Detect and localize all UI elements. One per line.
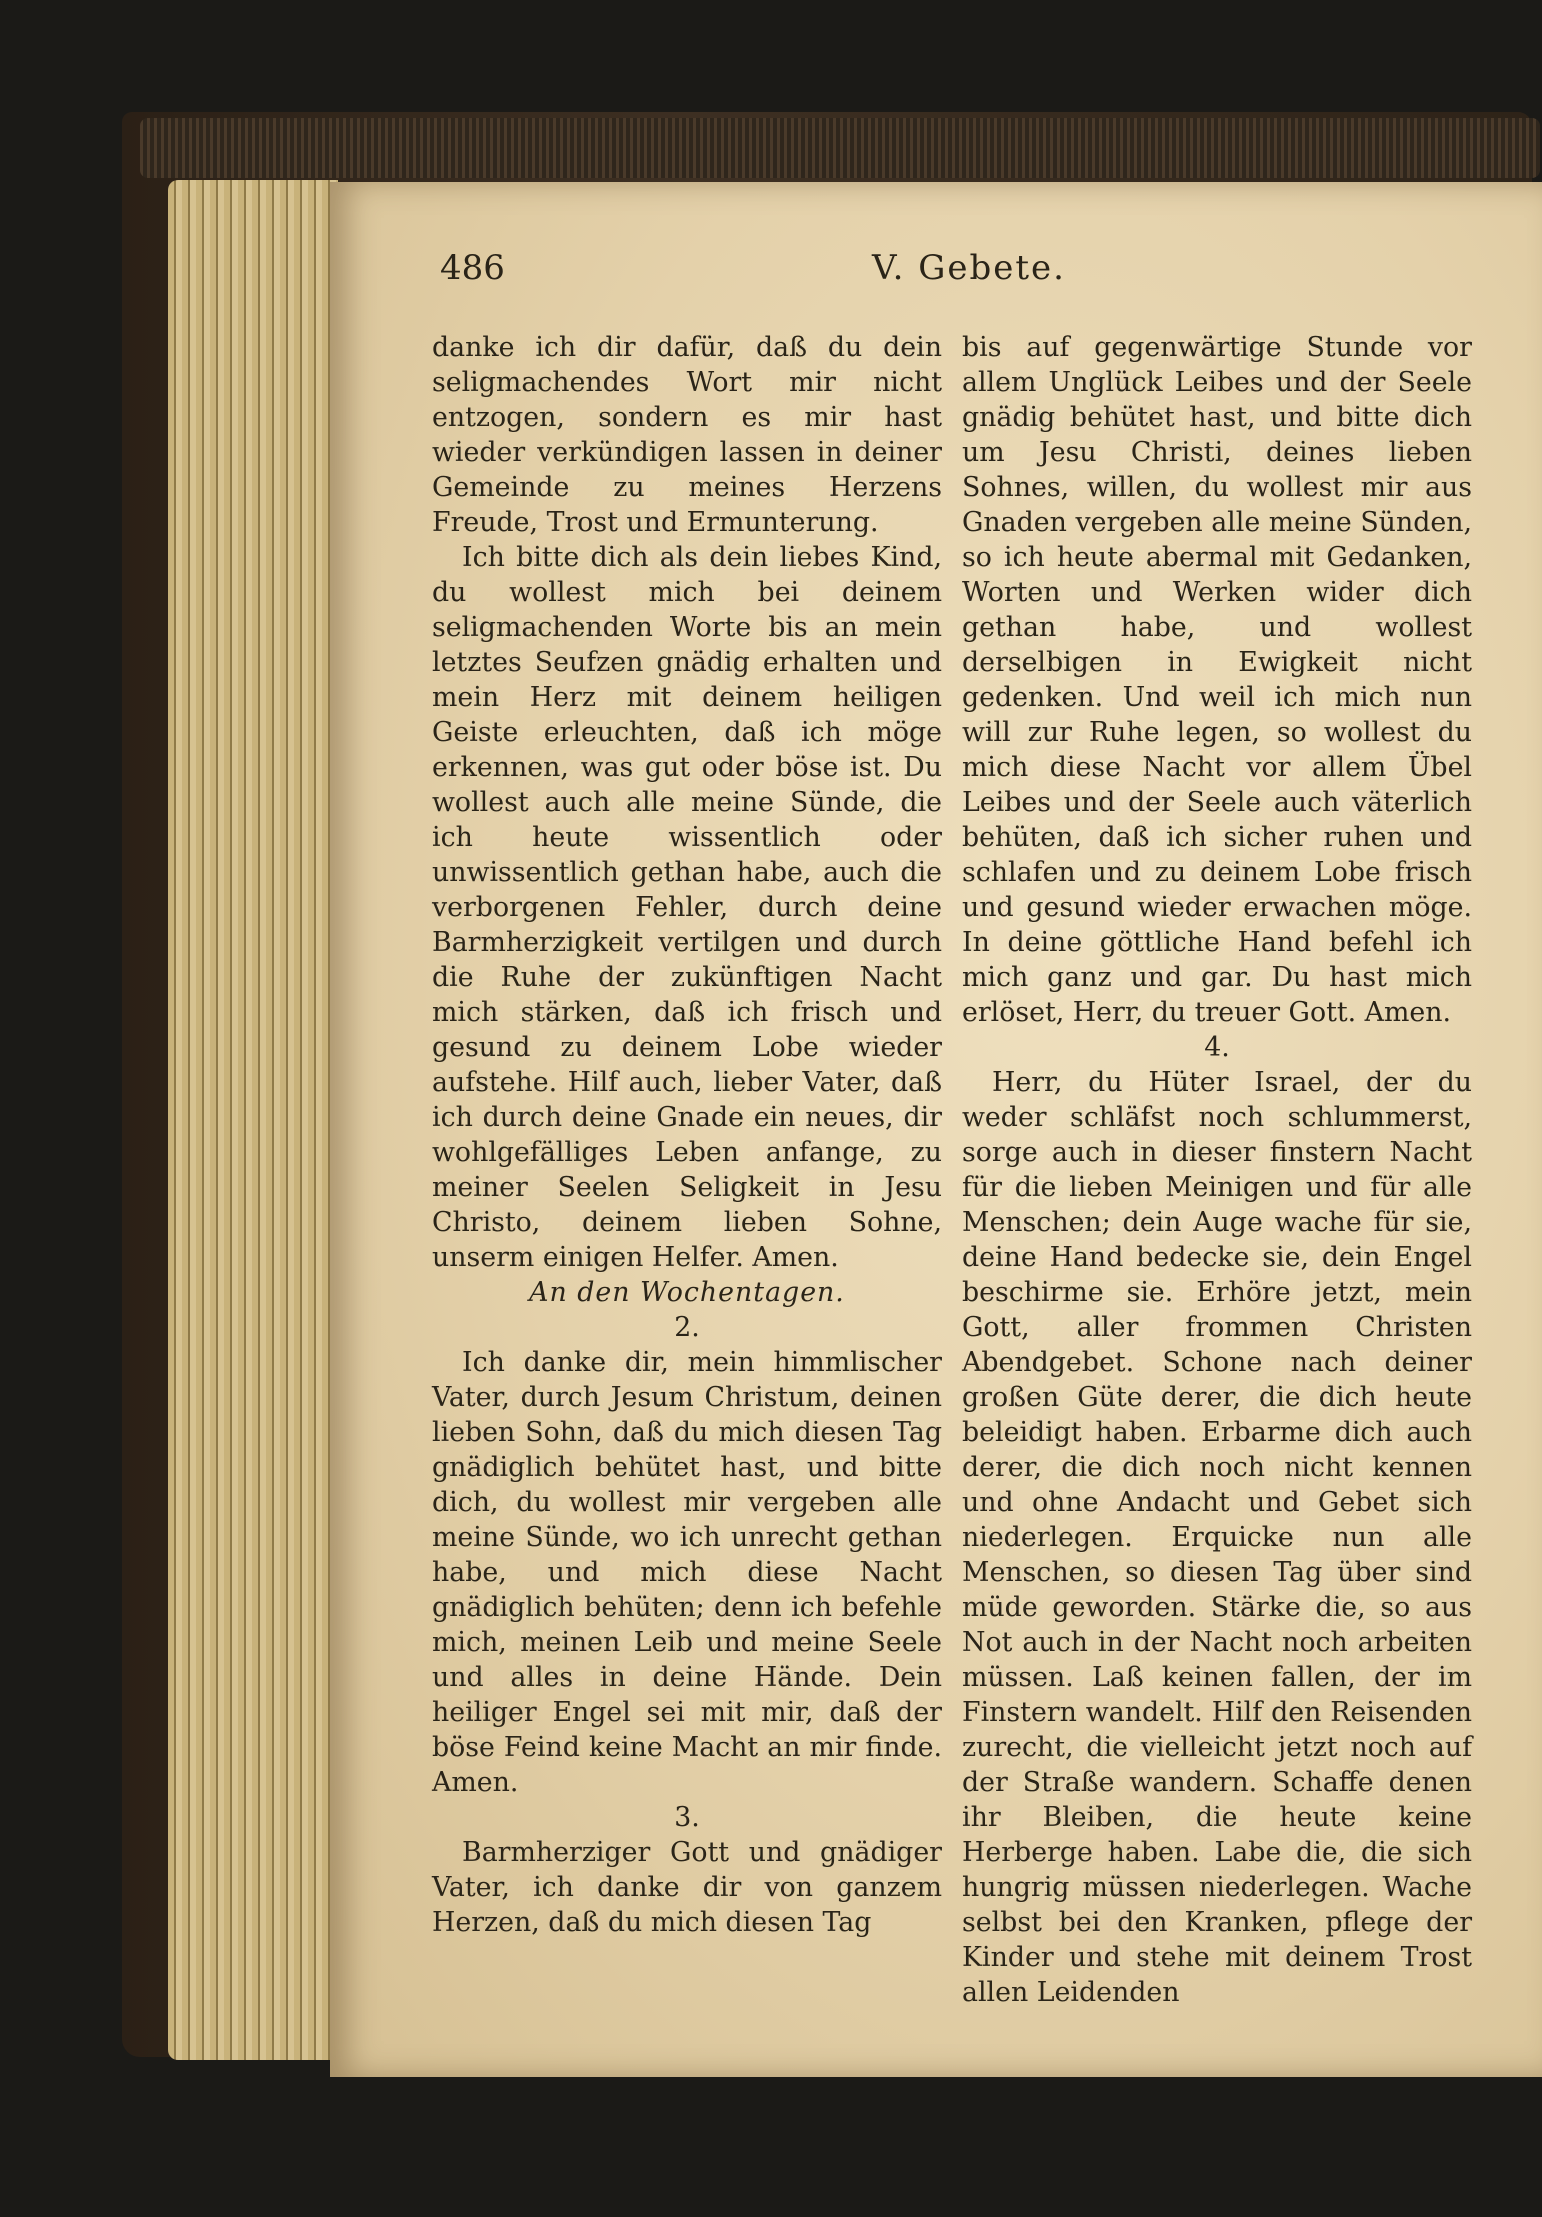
page-edges — [168, 180, 338, 2060]
book-spine-top — [140, 118, 1540, 178]
prayer-text: Herr, du Hüter Israel, der du weder schläfst noch schlummerst, sorge auch in dieser finstern Nacht für die lieben Meinigen und für alle Menschen; dein Auge wache für sie, deine Hand bedecke sie, dein Engel beschirme sie. Erhöre jetzt, mein Gott, aller frommen Christen Abendgebet. Schone nach deiner großen Güte derer, die dich heute beleidigt haben. Erbarme dich auch derer, die dich noch nicht kennen und ohne Andacht und Gebet sich niederlegen. Erquicke nun alle Menschen, so diesen Tag über sind müde geworden. Stärke die, so aus Not auch in der Nacht noch arbeiten müssen. Laß keinen fallen, der im Finstern wandelt. Hilf den Reisenden zurecht, die vielleicht jetzt noch auf der Straße wandern. Schaffe denen ihr Bleiben, die heute keine Herberge haben. Labe die, die sich hungrig müssen niederlegen. Wache selbst bei den Kranken, pflege der Kinder und stehe mit deinem Trost allen Leidenden — [962, 1067, 1472, 2008]
prayer-number: 4. — [1204, 1032, 1230, 1063]
left-column — [432, 330, 942, 1940]
paragraph: bis auf gegenwärtige Stunde vor allem Unglück Leibes und der Seele gnädig behütet hast, und bitte dich um Jesu Christi, deines lieben Sohnes, willen, du wollest mir aus Gnaden vergeben alle meine Sünden, so ich heute abermal mit Gedanken, Worten und Werken wider dich gethan habe, und wollest derselbigen in Ewigkeit nicht gedenken. Und weil ich mich nun will zur Ruhe legen, so wollest du mich diese Nacht vor allem Übel Leibes und der Seele auch väterlich behüten, daß ich sicher ruhen und schlafen und zu deinem Lobe frisch und gesund wieder erwachen möge. In deine göttliche Hand befehl ich mich ganz und gar. Du hast mich erlöset, Herr, du treuer Gott. Amen. — [962, 332, 1472, 1028]
prayer-number: 3. — [674, 1802, 700, 1833]
page-header — [436, 248, 1466, 298]
prayer-text: Ich danke dir, mein himmlischer Vater, durch Jesum Christum, deinen lieben Sohn, daß du mich diesen Tag gnädiglich behütet hast, und bitte dich, du wollest mir vergeben alle meine Sünde, wo ich unrecht gethan habe, und mich diese Nacht gnädiglich behüten; denn ich befehle mich, meinen Leib und meine Seele und alles in deine Hände. Dein heiliger Engel sei mit mir, daß der böse Feind keine Macht an mir finde. Amen. — [432, 1347, 942, 1798]
prayer-number: 2. — [674, 1312, 700, 1343]
prayer-text: Barmherziger Gott und gnädiger Vater, ich danke dir von ganzem Herzen, daß du mich diesen Tag — [432, 1837, 942, 1938]
paragraph: Ich bitte dich als dein liebes Kind, du wollest mich bei deinem seligmachenden Worte bis an mein letztes Seufzen gnädig erhalten und mein Herz mit deinem heiligen Geiste erleuchten, daß ich möge erkennen, was gut oder böse ist. Du wollest auch alle meine Sünde, die ich heute wissentlich oder unwissentlich gethan habe, auch die verborgenen Fehler, durch deine Barmherzigkeit vertilgen und durch die Ruhe der zukünftigen Nacht mich stärken, daß ich frisch und gesund zu deinem Lobe wieder aufstehe. Hilf auch, lieber Vater, daß ich durch deine Gnade ein neues, dir wohlgefälliges Leben anfange, zu meiner Seelen Seligkeit in Jesu Christo, deinem lieben Sohne, unserm einigen Helfer. Amen. — [432, 542, 942, 1273]
section-title: An den Wochentagen. — [529, 1277, 845, 1308]
paragraph: danke ich dir dafür, daß du dein seligmachendes Wort mir nicht entzogen, sondern es mir hast wieder verkündigen lassen in deiner Gemeinde zu meines Herzens Freude, Trost und Ermunterung. — [432, 332, 942, 538]
running-head: V. Gebete. — [872, 248, 1066, 288]
page-number: 486 — [440, 248, 505, 288]
right-column — [962, 330, 1472, 2010]
